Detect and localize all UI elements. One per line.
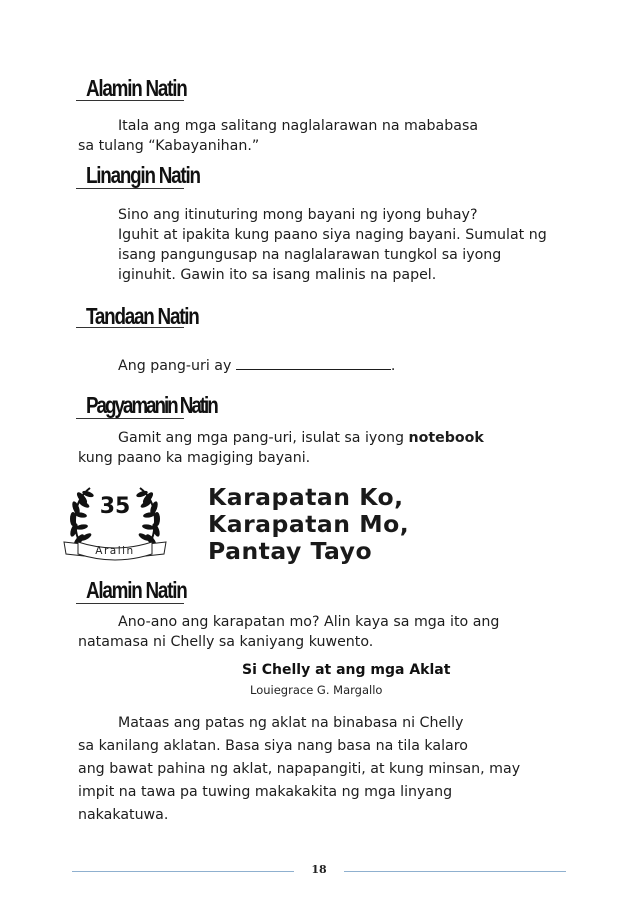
page-number: 18 xyxy=(311,863,327,876)
paragraph-line: ang bawat pahina ng aklat, napapangiti, at kung minsan, may xyxy=(78,761,521,777)
bold-term: notebook xyxy=(408,430,484,446)
sentence-suffix: . xyxy=(390,358,396,374)
paragraph-line: Itala ang mga salitang naglalarawan na mababasa xyxy=(118,118,479,134)
story-author: Louiegrace G. Margallo xyxy=(250,683,383,697)
paragraph-line: Ano-ano ang karapatan mo? Alin kaya sa mga ito ang xyxy=(118,614,500,630)
sentence-prefix: Ang pang-uri ay xyxy=(118,358,232,374)
text-run: Gamit ang mga pang-uri, isulat sa iyong xyxy=(118,430,409,446)
section-heading-pagyamanin: Pagyamanin Natin xyxy=(86,392,217,418)
heading-underline xyxy=(76,603,184,604)
paragraph-line: isang pangungusap na naglalarawan tungkol sa iyong xyxy=(118,247,502,263)
heading-underline xyxy=(76,188,184,189)
lesson-title-line: Karapatan Mo, xyxy=(208,510,410,538)
paragraph-line xyxy=(118,428,484,448)
fill-in-sentence xyxy=(118,356,395,376)
paragraph-line: iginuhit. Gawin ito sa isang malinis na papel. xyxy=(118,267,437,283)
blank-line xyxy=(236,356,391,370)
section-heading-linangin: Linangin Natin xyxy=(86,162,200,188)
lesson-emblem xyxy=(60,470,170,580)
paragraph-line: nakakatuwa. xyxy=(78,807,169,823)
paragraph-line: Sino ang itinuturing mong bayani ng iyong buhay? xyxy=(118,207,478,223)
section-heading-tandaan: Tandaan Natin xyxy=(86,303,199,329)
story-title: Si Chelly at ang mga Aklat xyxy=(242,662,451,678)
footer-rule-left xyxy=(72,871,294,872)
lesson-title-line: Karapatan Ko, xyxy=(208,483,404,511)
paragraph-line: Iguhit at ipakita kung paano siya naging bayani. Sumulat ng xyxy=(118,227,547,243)
paragraph-line: natamasa ni Chelly sa kaniyang kuwento. xyxy=(78,634,374,650)
heading-underline xyxy=(76,418,184,419)
paragraph-line: impit na tawa pa tuwing makakakita ng mga linyang xyxy=(78,784,453,800)
paragraph-line: sa kanilang aklatan. Basa siya nang basa na tila kalaro xyxy=(78,738,468,754)
lesson-ribbon-label: Aralin xyxy=(95,545,135,557)
heading-underline xyxy=(76,100,184,101)
section-heading-alamin: Alamin Natin xyxy=(86,577,187,603)
paragraph-line: sa tulang “Kabayanihan.” xyxy=(78,138,260,154)
lesson-number: 35 xyxy=(99,494,131,519)
paragraph-line: Mataas ang patas ng aklat na binabasa ni Chelly xyxy=(118,715,464,731)
section-heading-alamin: Alamin Natin xyxy=(86,75,187,101)
heading-underline xyxy=(76,327,184,328)
footer-rule-right xyxy=(344,871,566,872)
lesson-title-line: Pantay Tayo xyxy=(208,537,373,565)
paragraph-line: kung paano ka magiging bayani. xyxy=(78,450,311,466)
laurel-wreath-icon xyxy=(60,470,170,580)
